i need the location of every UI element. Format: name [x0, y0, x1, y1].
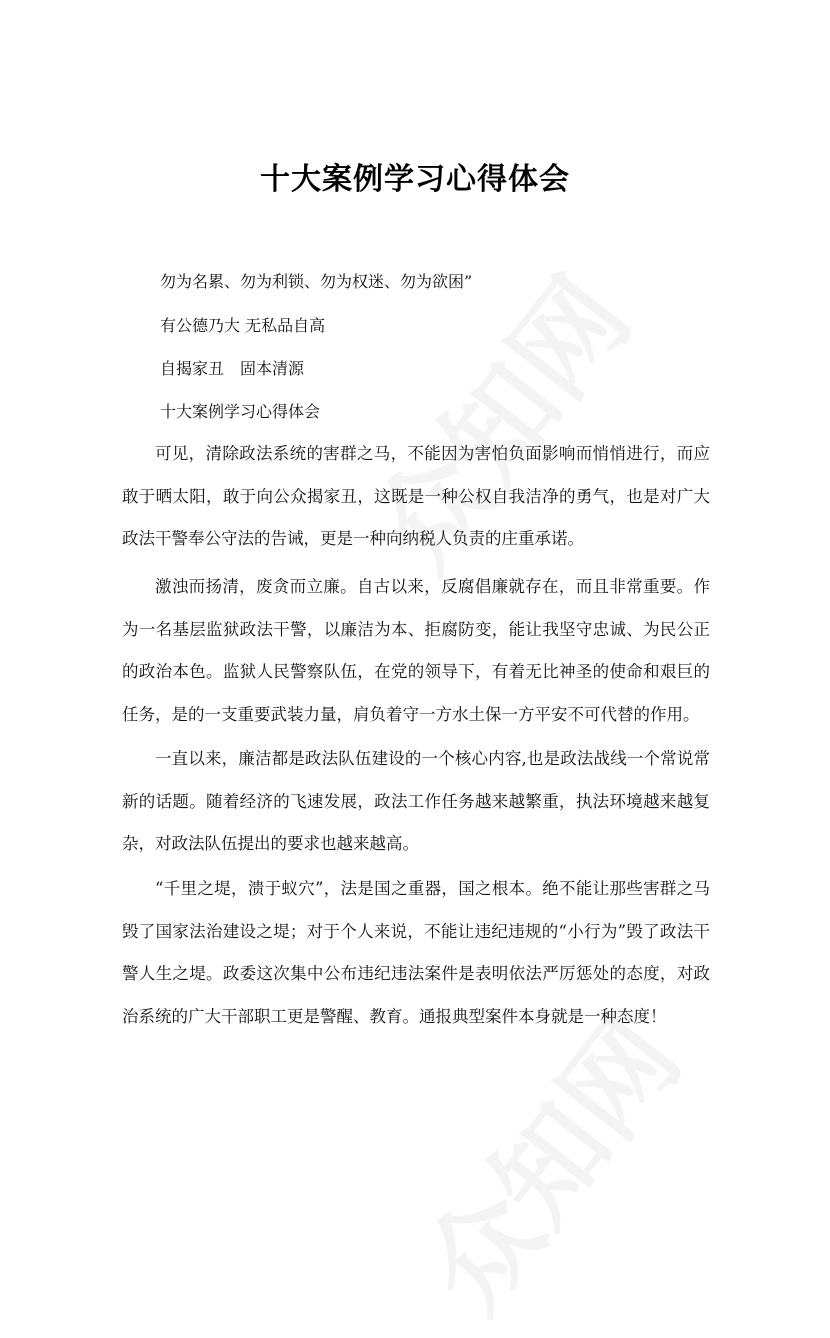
intro-line: 勿为名累、勿为利锁、勿为权迷、勿为欲困” — [160, 272, 473, 291]
body-paragraph: “千里之堤，溃于蚁穴”，法是国之重器，国之根本。绝不能让那些害群之马毁了国家法治建设之堤；对于个人来说，不能让违纪违规的“小行为”毁了政法干警人生之堤。政委这次集中公布违纪违法案件是表明依法严厉惩处的态度，对政治系统的广大干部职工更是警醒、教育。通报典型案件本身就是一种态度！ — [122, 879, 710, 1026]
intro-line: 十大案例学习心得体会 — [160, 402, 321, 421]
body-paragraph: 可见，清除政法系统的害群之马，不能因为害怕负面影响而悄悄进行，而应敢于晒太阳，敢于向公众揭家丑，这既是一种公权自我洁净的勇气，也是对广大政法干警奉公守法的告诫，更是一种向纳税人负责的庄重承诺。 — [122, 444, 710, 548]
body-paragraph: 激浊而扬清，废贪而立廉。自古以来，反腐倡廉就存在，而且非常重要。作为一名基层监狱政法干警，以廉洁为本、拒腐防变，能让我坚守忠诚、为民公正的政治本色。监狱人民警察队伍，在党的领导下，有着无比神圣的使命和艰巨的任务，是的一支重要武装力量，肩负着守一方水土保一方平安不可代替的作用。 — [122, 577, 710, 724]
body-paragraph: 一直以来，廉洁都是政法队伍建设的一个核心内容,也是政法战线一个常说常新的话题。随着经济的飞速发展，政法工作任务越来越繁重，执法环境越来越复杂，对政法队伍提出的要求也越来越高。 — [122, 749, 710, 853]
document-title: 十大案例学习心得体会 — [260, 162, 570, 197]
intro-line: 有公德乃大 无私品自高 — [160, 316, 326, 335]
intro-line: 自揭家丑 固本清源 — [160, 359, 305, 378]
